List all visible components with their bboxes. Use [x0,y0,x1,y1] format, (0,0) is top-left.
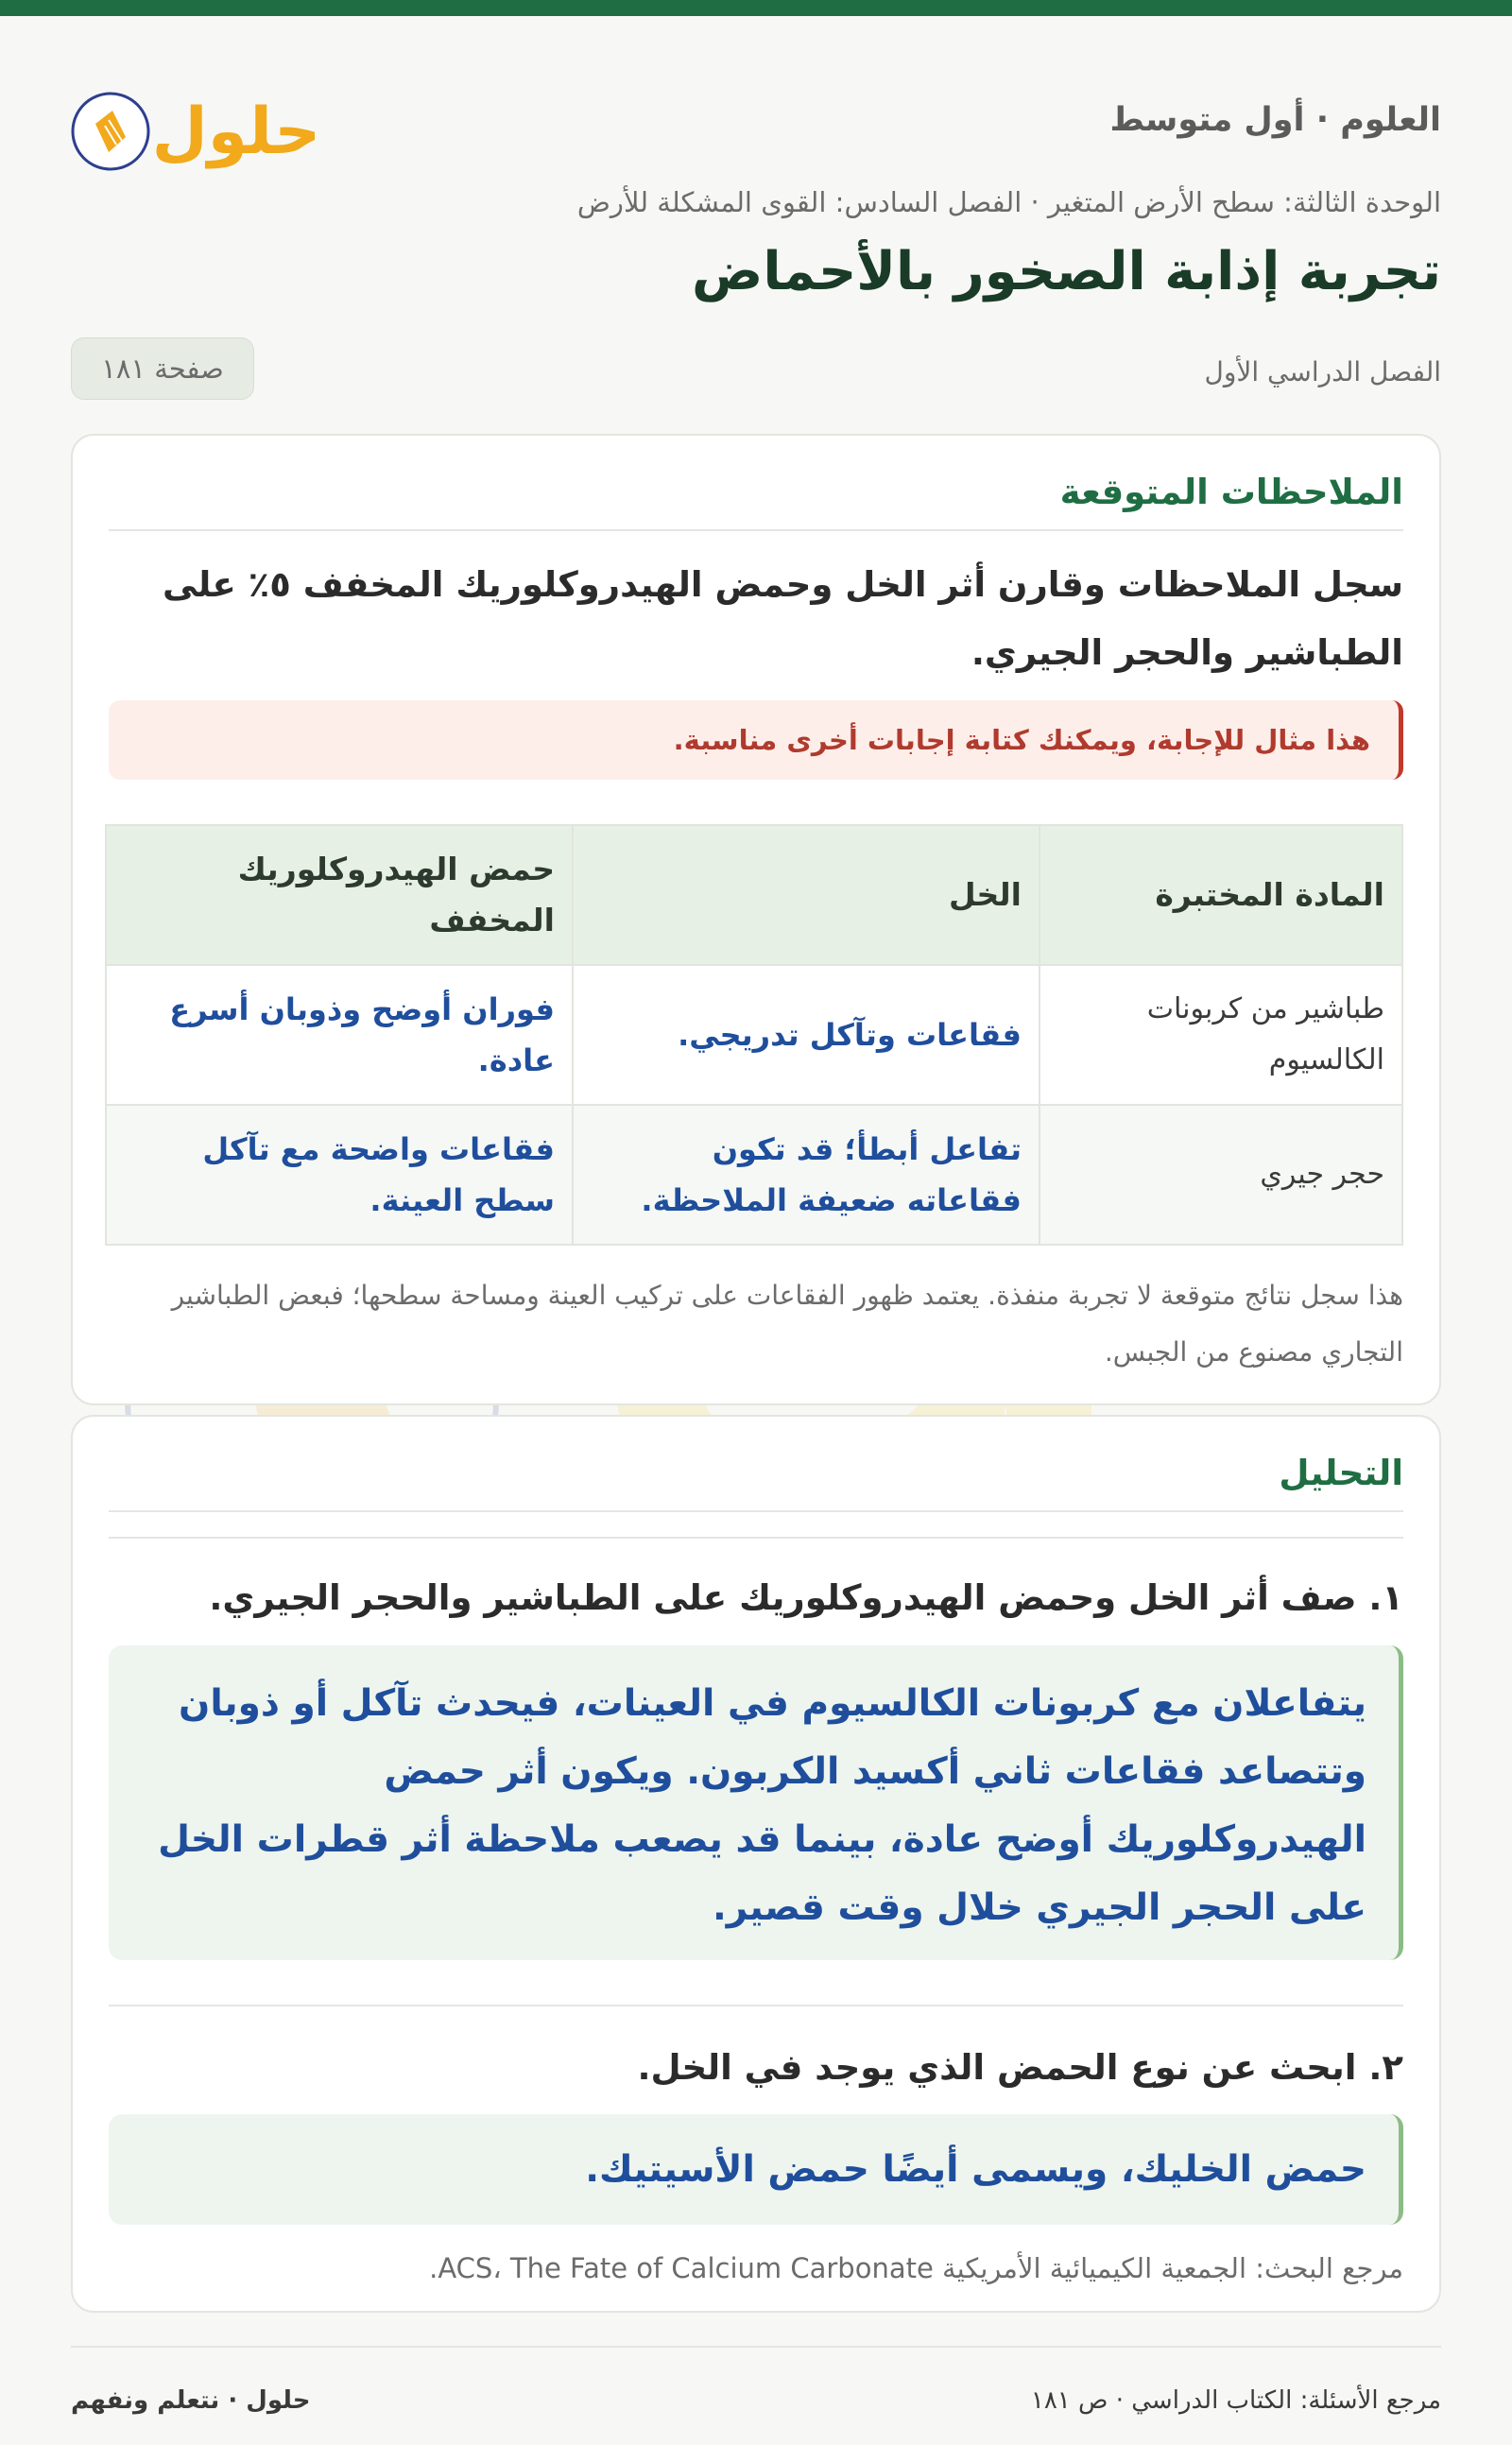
section-divider [109,1537,1403,1539]
example-answer-note: هذا مثال للإجابة، ويمكنك كتابة إجابات أخرى مناسبة. [109,700,1403,780]
analysis-answer-1: يتفاعلان مع كربونات الكالسيوم في العينات، فيحدث تآكل أو ذوبان وتتصاعد فقاعات ثاني أكسيد الكربون. ويكون أثر حمض الهيدروكلوريك أوضح عادة، بينما قد يصعب ملاحظة أثر قطرات الخل على الحجر الجيري خلال وقت قصير. [109,1645,1403,1960]
table-header-row [106,825,1402,965]
logo-text: حلول [151,95,321,169]
analysis-question-1: ١. صف أثر الخل وحمض الهيدروكلوريك على الطباشير والحجر الجيري. [209,1577,1403,1618]
footer-divider [71,2346,1441,2348]
section-divider [109,529,1403,531]
column-header: حمض الهيدروكلوريك المخفف [106,825,573,965]
table-row [106,965,1402,1105]
analysis-answer-2: حمض الخليك، ويسمى أيضًا حمض الأسيتيك. [109,2114,1403,2225]
page-number-badge: صفحة ١٨١ [71,337,254,400]
material-cell: حجر جيري [1040,1105,1402,1245]
vinegar-answer-cell: فقاعات وتآكل تدريجي. [573,965,1040,1105]
section-divider [109,1510,1403,1512]
questions-source: مرجع الأسئلة: الكتاب الدراسي · ص ١٨١ [1030,2386,1441,2415]
column-header: المادة المختبرة [1040,825,1402,965]
analysis-question-2: ٢. ابحث عن نوع الحمض الذي يوجد في الخل. [637,2047,1403,2088]
page-header [71,63,1441,177]
table-footnote: هذا سجل نتائج متوقعة لا تجربة منفذة. يعتمد ظهور الفقاعات على تركيب العينة ومساحة سطحها؛ فبعض الطباشير التجاري مصنوع من الجبس. [171,1280,1403,1368]
research-reference: مرجع البحث: الجمعية الكيميائية الأمريكية ACS، The Fate of Calcium Carbonate. [429,2252,1403,2284]
observations-question: سجل الملاحظات وقارن أثر الخل وحمض الهيدروكلوريك المخفف ٥٪ على الطباشير والحجر الجيري. [162,564,1403,673]
page-title: تجربة إذابة الصخور بالأحماض [692,241,1441,302]
footer-brand: حلول · نتعلم ونفهم [71,2386,311,2415]
column-header: الخل [573,825,1040,965]
vinegar-answer-cell: تفاعل أبطأ؛ قد تكون فقاعاته ضعيفة الملاحظة. [573,1105,1040,1245]
subject-label: العلوم · أول متوسط [1109,101,1441,139]
material-cell: طباشير من كربونات الكالسيوم [1040,965,1402,1105]
observations-card [71,434,1441,1405]
top-accent-bar [0,0,1512,16]
hulul-logo[interactable] [71,82,321,177]
hcl-answer-cell: فوران أوضح وذوبان أسرع عادة. [106,965,573,1105]
observations-title: الملاحظات المتوقعة [1059,472,1403,512]
analysis-title: التحليل [1279,1453,1403,1493]
observations-table [105,824,1403,1246]
semester-label: الفصل الدراسي الأول [1204,356,1441,387]
section-divider [109,2005,1403,2006]
hcl-answer-cell: فقاعات واضحة مع تآكل سطح العينة. [106,1105,573,1245]
table-row [106,1105,1402,1245]
analysis-card [71,1415,1441,2313]
breadcrumb: الوحدة الثالثة: سطح الأرض المتغير · الفصل السادس: القوى المشكلة للأرض [576,186,1441,218]
page [0,16,1512,2445]
